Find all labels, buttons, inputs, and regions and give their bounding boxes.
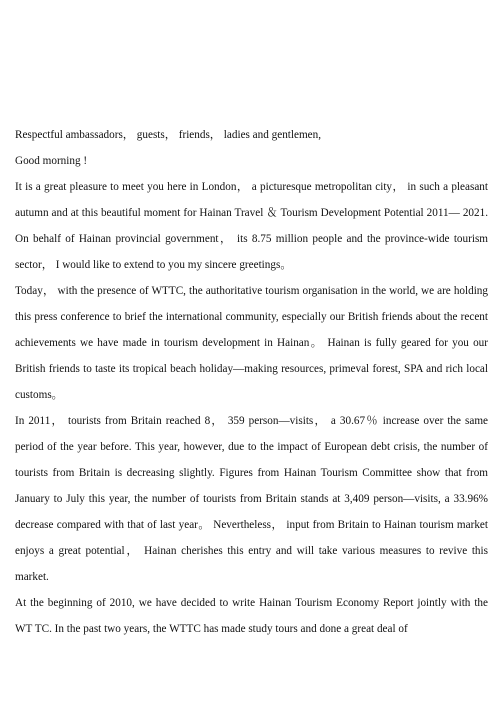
document-body xyxy=(15,122,488,642)
salutation: Respectful ambassadors， guests， friends， ladies and gentlemen, xyxy=(15,129,322,141)
paragraph-opening: It is a great pleasure to meet you here in London， a picturesque metropolitan city， in such a pleasant autumn and at this beautiful moment for Hainan Travel ＆ Tourism Development Potential 2011— 2021. On behalf of Hainan provincial government， its 8.75 million people and the province-wide tourism sector， I would like to extend to you my sincere greetings。 xyxy=(15,181,488,271)
paragraph-tourist-statistics: In 2011， tourists from Britain reached 8， 359 person—visits， a 30.67％ increase over the same period of the year before. This year, however, due to the impact of European debt crisis, the number of tourists from Britain is decreasing slightly. Figures from Hainan Tourism Committee show that from January to July this year, the number of tourists from Britain stands at 3,409 person—visits, a 33.96% decrease compared with that of last year。 Nevertheless， input from Britain to Hainan tourism market enjoys a great potential， Hainan cherishes this entry and will take various measures to revive this market. xyxy=(15,415,488,583)
paragraph-economy-report: At the beginning of 2010, we have decided to write Hainan Tourism Economy Report jointly with the WT TC. In the past two years, the WTTC has made study tours and done a great deal of xyxy=(15,597,488,635)
paragraph-wttc-press-conference: Today， with the presence of WTTC, the authoritative tourism organisation in the world, we are holding this press conference to brief the international community, especially our British friends about the recent achievements we have made in tourism development in Hainan。 Hainan is fully geared for you our British friends to taste its tropical beach holiday—making resources, primeval forest, SPA and rich local customs。 xyxy=(15,285,488,401)
greeting: Good morning ! xyxy=(15,155,88,167)
